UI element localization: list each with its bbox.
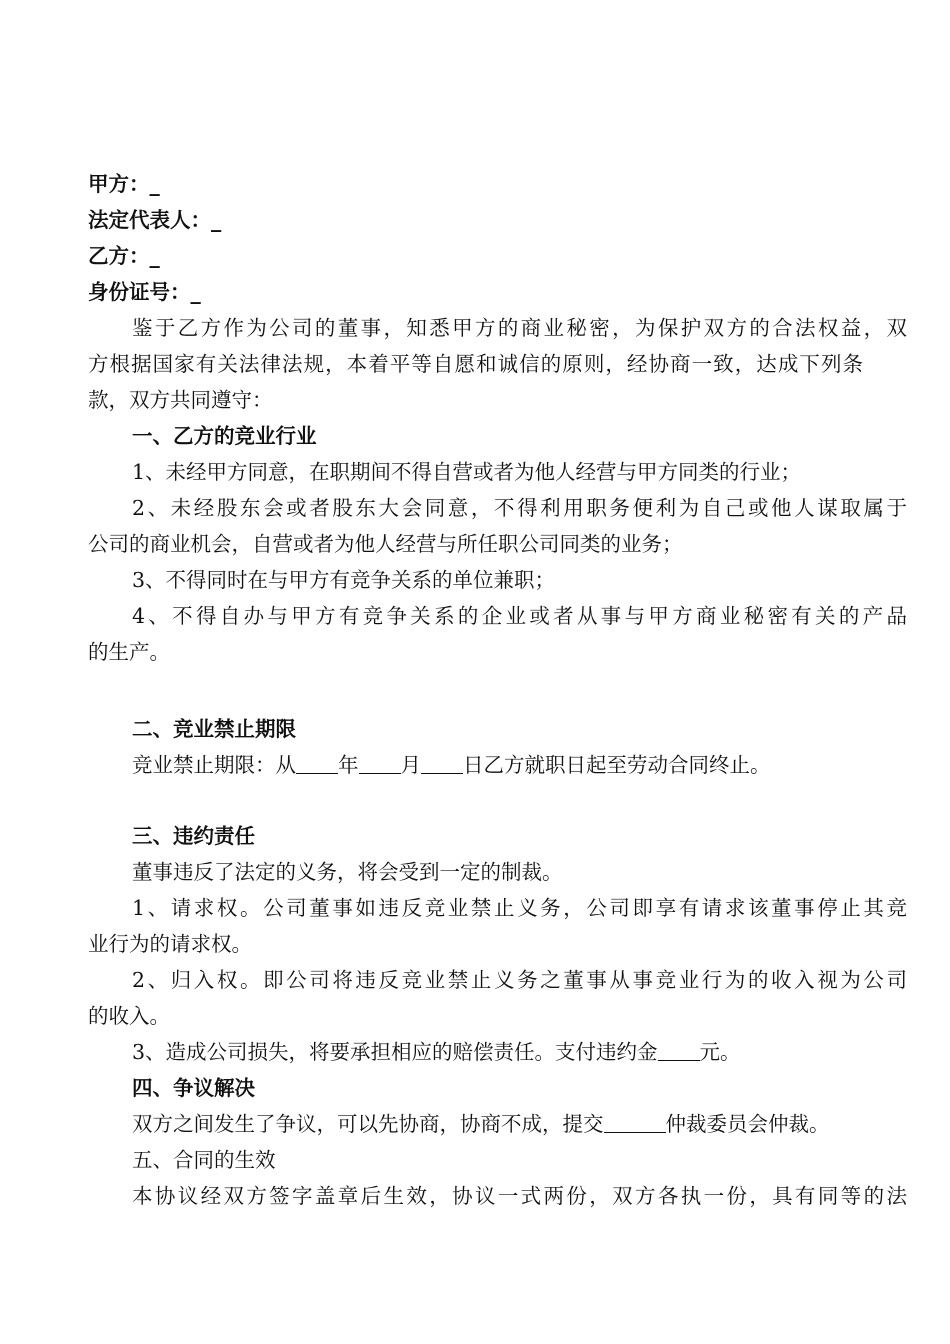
section-1-line: 3、不得同时在与甲方有竞争关系的单位兼职； <box>132 568 556 592</box>
penalty-text: 3、造成公司损失，将要承担相应的赔偿责任。支付违约金 <box>132 1040 658 1064</box>
section-1-title: 一、乙方的竞业行业 <box>132 424 317 448</box>
month-text: 月 <box>400 753 421 777</box>
section-4-title: 四、争议解决 <box>132 1076 255 1100</box>
legal-representative-line: 法定代表人：_ <box>88 208 222 232</box>
section-3-line: 的收入。 <box>88 1004 170 1028</box>
preamble-line: 鉴于乙方作为公司的董事，知悉甲方的商业秘密，为保护双方的合法权益，双 <box>132 316 907 340</box>
party-a-line: 甲方：_ <box>88 172 160 196</box>
month-blank[interactable] <box>359 751 401 774</box>
section-3-title: 三、违约责任 <box>132 824 255 848</box>
preamble-line: 方根据国家有关法律法规，本着平等自愿和诚信的原则，经协商一致，达成下列条 <box>88 352 863 376</box>
section-1-line: 2、未经股东会或者股东大会同意，不得利用职务便利为自己或他人谋取属于 <box>132 496 907 520</box>
arbitration-committee-blank[interactable] <box>604 1110 666 1133</box>
section-5-line: 本协议经双方签字盖章后生效，协议一式两份，双方各执一份，具有同等的法 <box>132 1184 907 1208</box>
section-1-line: 的生产。 <box>88 640 170 664</box>
section-3-line: 业行为的请求权。 <box>88 932 252 956</box>
non-compete-period-line <box>88 748 907 782</box>
penalty-unit-text: 元。 <box>699 1040 741 1064</box>
section-3-line: 董事违反了法定的义务，将会受到一定的制裁。 <box>132 860 563 884</box>
period-end-text: 日乙方就职日起至劳动合同终止。 <box>463 753 771 777</box>
period-from-text: 竞业禁止期限：从 <box>132 753 296 777</box>
penalty-amount-blank[interactable] <box>658 1038 700 1061</box>
section-2-title: 二、竞业禁止期限 <box>132 717 296 741</box>
year-text: 年 <box>338 753 359 777</box>
section-1-line: 公司的商业机会，自营或者为他人经营与所任职公司同类的业务； <box>88 532 683 556</box>
preamble-line: 款，双方共同遵守： <box>88 388 273 412</box>
section-1-line: 1、未经甲方同意，在职期间不得自营或者为他人经营与甲方同类的行业； <box>132 460 802 484</box>
section-3-line: 1、请求权。公司董事如违反竞业禁止义务，公司即享有请求该董事停止其竞 <box>132 896 907 920</box>
dispute-line <box>88 1107 907 1141</box>
section-5-title: 五、合同的生效 <box>132 1148 276 1172</box>
year-blank[interactable] <box>296 751 338 774</box>
penalty-line <box>88 1035 907 1069</box>
section-1-line: 4、不得自办与甲方有竞争关系的企业或者从事与甲方商业秘密有关的产品 <box>132 604 907 628</box>
section-3-line: 2、归入权。即公司将违反竞业禁止义务之董事从事竞业行为的收入视为公司 <box>132 968 907 992</box>
party-b-line: 乙方：_ <box>88 244 160 268</box>
dispute-text: 双方之间发生了争议，可以先协商，协商不成，提交 <box>132 1112 604 1136</box>
id-number-line: 身份证号：_ <box>88 280 201 304</box>
day-blank[interactable] <box>421 751 463 774</box>
arbitration-text: 仲裁委员会仲裁。 <box>665 1112 830 1136</box>
